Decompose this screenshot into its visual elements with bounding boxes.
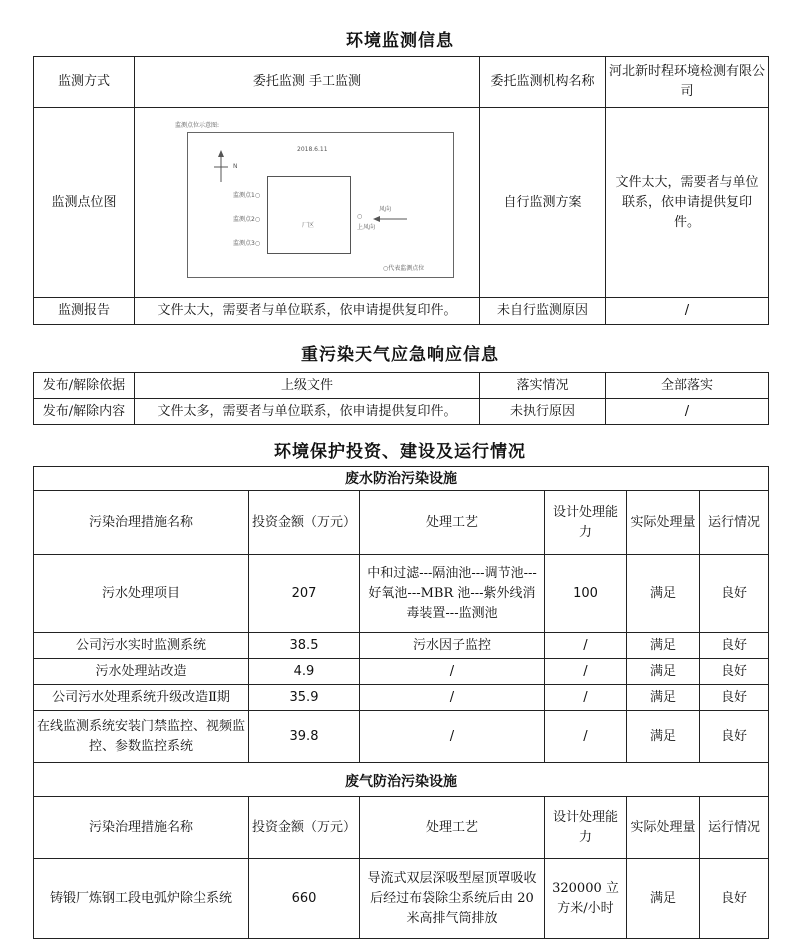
ww-row-capacity: 100 — [545, 555, 627, 633]
self-plan-value: 文件太大，需要者与单位联系，依申请提供复印件。 — [606, 108, 769, 298]
emergency-basis-label: 发布/解除依据 — [34, 373, 135, 399]
report-value: 文件太大，需要者与单位联系，依申请提供复印件。 — [135, 298, 480, 325]
section-title-heavy-pollution: 重污染天气应急响应信息 — [301, 345, 499, 365]
point-map-label: 监测点位图 — [34, 108, 135, 298]
map-point-1: 监测点1○ — [233, 191, 261, 199]
emergency-content-value: 文件太多，需要者与单位联系，依申请提供复印件。 — [135, 399, 480, 425]
wg-row-capacity: 320000 立方米/小时 — [545, 859, 627, 939]
wg-header-invest: 投资金额（万元） — [249, 797, 360, 859]
ww-row-invest: 207 — [249, 555, 360, 633]
report-label: 监测报告 — [34, 298, 135, 325]
ww-row-actual: 满足 — [627, 711, 700, 763]
agency-value: 河北新时程环境检测有限公司 — [606, 57, 769, 108]
ww-row-actual: 满足 — [627, 555, 700, 633]
monitoring-method-value: 委托监测 手工监测 — [135, 57, 480, 108]
agency-label: 委托监测机构名称 — [480, 57, 606, 108]
table-row — [34, 555, 769, 633]
ww-row-status: 良好 — [700, 659, 769, 685]
emergency-content-label: 发布/解除内容 — [34, 399, 135, 425]
ww-header-invest: 投资金额（万元） — [249, 491, 360, 555]
emergency-impl-label: 落实情况 — [480, 373, 606, 399]
map-title: 监测点位示意图: — [175, 121, 220, 129]
ww-row-invest: 35.9 — [249, 685, 360, 711]
section-title-env-monitoring: 环境监测信息 — [346, 31, 454, 51]
wg-header-capacity: 设计处理能力 — [545, 797, 627, 859]
ww-row-actual: 满足 — [627, 659, 700, 685]
map-plant-area — [267, 176, 351, 254]
ww-row-process: / — [360, 685, 545, 711]
table-row — [34, 711, 769, 763]
map-wind-label: 风向 — [379, 205, 392, 213]
wg-row-name: 铸锻厂炼钢工段电弧炉除尘系统 — [34, 859, 249, 939]
ww-header-capacity: 设计处理能力 — [545, 491, 627, 555]
map-legend: ○代表监测点位 — [383, 264, 425, 272]
ww-row-capacity: / — [545, 659, 627, 685]
ww-row-invest: 39.8 — [249, 711, 360, 763]
emergency-not-exec-value: / — [606, 399, 769, 425]
ww-header-actual: 实际处理量 — [627, 491, 700, 555]
ww-row-capacity: / — [545, 633, 627, 659]
ww-row-invest: 38.5 — [249, 633, 360, 659]
wg-row-invest: 660 — [249, 859, 360, 939]
ww-row-actual: 满足 — [627, 685, 700, 711]
ww-row-process: / — [360, 711, 545, 763]
ww-row-invest: 4.9 — [249, 659, 360, 685]
investment-table — [33, 466, 769, 939]
ww-row-process: / — [360, 659, 545, 685]
ww-row-status: 良好 — [700, 711, 769, 763]
map-plant-label: 厂区 — [302, 221, 315, 229]
wind-arrow-icon — [373, 214, 409, 224]
section-title-investment: 环境保护投资、建设及运行情况 — [274, 442, 526, 462]
wg-header-status: 运行情况 — [700, 797, 769, 859]
table-row — [34, 659, 769, 685]
no-self-value: / — [606, 298, 769, 325]
monitoring-method-label: 监测方式 — [34, 57, 135, 108]
wg-row-actual: 满足 — [627, 859, 700, 939]
wastegas-section-title: 废气防治污染设施 — [34, 763, 769, 797]
ww-row-process: 中和过滤---隔油池---调节池---好氧池---MBR 池---紫外线消毒装置---监测池 — [360, 555, 545, 633]
ww-row-capacity: / — [545, 711, 627, 763]
map-upwind-point: ○ — [357, 212, 363, 220]
map-point-2: 监测点2○ — [233, 215, 261, 223]
ww-row-name: 污水处理站改造 — [34, 659, 249, 685]
table-row — [34, 859, 769, 939]
point-map-cell — [135, 108, 480, 298]
ww-row-status: 良好 — [700, 685, 769, 711]
emergency-not-exec-label: 未执行原因 — [480, 399, 606, 425]
ww-row-actual: 满足 — [627, 633, 700, 659]
point-map-image — [147, 118, 467, 288]
table-row — [34, 633, 769, 659]
ww-row-status: 良好 — [700, 555, 769, 633]
ww-row-name: 公司污水实时监测系统 — [34, 633, 249, 659]
ww-row-name: 在线监测系统安装门禁监控、视频监控、参数监控系统 — [34, 711, 249, 763]
ww-row-process: 污水因子监控 — [360, 633, 545, 659]
wg-header-name: 污染治理措施名称 — [34, 797, 249, 859]
no-self-label: 未自行监测原因 — [480, 298, 606, 325]
wastewater-section-title: 废水防治污染设施 — [34, 467, 769, 491]
emergency-table — [33, 372, 769, 425]
map-north-label: N — [233, 162, 238, 170]
map-point-3: 监测点3○ — [233, 239, 261, 247]
self-plan-label: 自行监测方案 — [480, 108, 606, 298]
emergency-basis-value: 上级文件 — [135, 373, 480, 399]
table-row — [34, 685, 769, 711]
north-arrow-icon — [211, 150, 231, 184]
ww-row-name: 公司污水处理系统升级改造Ⅱ期 — [34, 685, 249, 711]
ww-row-capacity: / — [545, 685, 627, 711]
wg-header-actual: 实际处理量 — [627, 797, 700, 859]
ww-header-name: 污染治理措施名称 — [34, 491, 249, 555]
map-date: 2018.6.11 — [297, 145, 328, 153]
ww-row-name: 污水处理项目 — [34, 555, 249, 633]
wg-row-status: 良好 — [700, 859, 769, 939]
wg-row-process: 导流式双层深吸型屋顶罩吸收后经过布袋除尘系统后由 20 米高排气筒排放 — [360, 859, 545, 939]
ww-header-status: 运行情况 — [700, 491, 769, 555]
monitoring-table — [33, 56, 769, 325]
ww-row-status: 良好 — [700, 633, 769, 659]
emergency-impl-value: 全部落实 — [606, 373, 769, 399]
map-upwind-label: 上风向 — [357, 223, 376, 231]
ww-header-process: 处理工艺 — [360, 491, 545, 555]
wg-header-process: 处理工艺 — [360, 797, 545, 859]
